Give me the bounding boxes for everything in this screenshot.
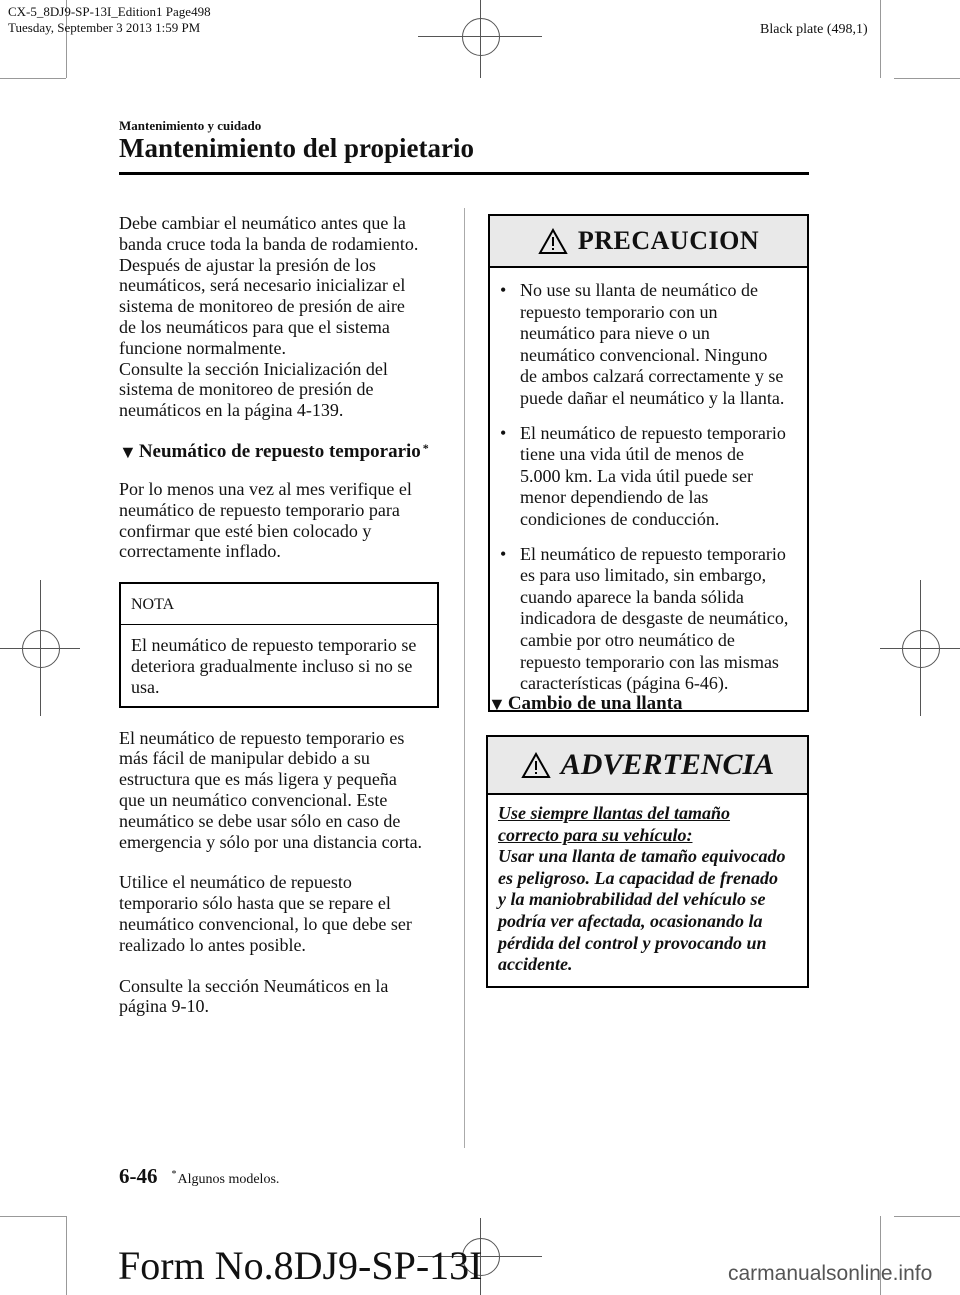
- note-box: [119, 582, 439, 707]
- crop-mark: [0, 78, 66, 79]
- section-small-title: Mantenimiento y cuidado: [119, 118, 262, 133]
- crop-mark: [0, 1216, 66, 1217]
- paragraph: Consulte la sección Neumáticos en la página 9-10.: [119, 975, 389, 1017]
- list-item: • El neumático de repuesto temporario es para uso limitado, sin embargo, cuando aparece la banda sólida indicadora de desgaste de neumático, cambie por otro neumático de repuesto temporario con las mismas características (página 6-46).: [500, 543, 789, 694]
- page-number: 6-46: [119, 1164, 158, 1188]
- subheading-text: Neumático de repuesto temporario: [138, 440, 421, 462]
- crop-mark: [880, 0, 881, 78]
- note-text: El neumático de repuesto temporario se deteriora gradualmente incluso si no se usa.: [131, 635, 417, 697]
- crop-mark: [894, 1216, 960, 1217]
- note-title: NOTA: [121, 584, 437, 625]
- column-divider: [464, 208, 465, 1148]
- title-rule: [119, 172, 809, 175]
- paragraph: Por lo menos una vez al mes verifique el neumático de repuesto temporario para confirmar que esté bien colocado y correctamente inflado.: [119, 478, 412, 562]
- warning-triangle-icon: [521, 752, 551, 779]
- warning-emphasis: Use siempre llantas del tamaño correcto para su vehículo:: [498, 803, 731, 845]
- paragraph: El neumático de repuesto temporario es más fácil de manipular debido a su estructura que es más ligera y pequeña que un neumático convencional. Este neumático se debe usar sólo en caso de emergencia y sólo por una distancia corta.: [119, 727, 423, 852]
- warning-title: ADVERTENCIA: [560, 748, 775, 781]
- date-line: Tuesday, September 3 2013 1:59 PM: [8, 20, 201, 35]
- triangle-down-icon: ▼: [119, 441, 137, 462]
- warning-text: Usar una llanta de tamaño equivocado es peligroso. La capacidad de frenado y la maniobrabilidad del vehículo se podría ver afectada, ocasionando la pérdida del control y provocando un accidente.: [498, 846, 786, 975]
- file-line: CX-5_8DJ9-SP-13I_Edition1 Page498: [8, 4, 211, 19]
- caution-box: [488, 214, 809, 712]
- warning-triangle-icon: [538, 228, 568, 255]
- caution-title: PRECAUCION: [577, 226, 760, 255]
- warning-header: [488, 737, 807, 795]
- paragraph: Utilice el neumático de repuesto temporario sólo hasta que se repare el neumático convencional, lo que debe ser realizado lo antes posible.: [119, 872, 412, 955]
- caution-header: [490, 216, 807, 268]
- asterisk-icon: *: [422, 440, 429, 455]
- site-watermark: carmanualsonline.info: [728, 1262, 933, 1285]
- crop-mark: [894, 78, 960, 79]
- left-column: [119, 213, 444, 1017]
- page-footer: [119, 1164, 279, 1189]
- print-info: [8, 4, 211, 36]
- list-item: • No use su llanta de neumático de repuesto temporario con un neumático para nieve o un neumático convencional. Ninguno de ambos calzará correctamente y se puede dañar el neumático y la llanta.: [500, 280, 785, 408]
- caution-list: [490, 268, 807, 710]
- asterisk-icon: *: [171, 1169, 177, 1180]
- crop-mark: [66, 1216, 67, 1295]
- subheading: [119, 441, 444, 463]
- triangle-down-icon: ▼: [488, 694, 506, 714]
- warning-body: [488, 795, 807, 986]
- subheading: [488, 693, 683, 715]
- footnote: Algunos modelos.: [177, 1172, 280, 1187]
- page-title: Mantenimiento del propietario: [119, 133, 474, 163]
- subheading-text: Cambio de una llanta: [507, 693, 683, 714]
- plate-label: Black plate (498,1): [760, 22, 868, 37]
- form-number: Form No.8DJ9-SP-13I: [118, 1243, 483, 1288]
- intro-paragraph: Debe cambiar el neumático antes que la banda cruce toda la banda de rodamiento. Después de ajustar la presión de los neumáticos, será necesario inicializar el sistema de monitoreo de presión de aire de los neumáticos para que el sistema funcione normalmente. Consulte la sección Inicialización del sistema de monitoreo de presión de neumáticos en la página 4-139.: [119, 213, 419, 421]
- list-item: • El neumático de repuesto temporario tiene una vida útil de menos de 5.000 km. La vida útil puede ser menor dependiendo de las condiciones de conducción.: [500, 422, 786, 529]
- warning-box: [486, 735, 809, 988]
